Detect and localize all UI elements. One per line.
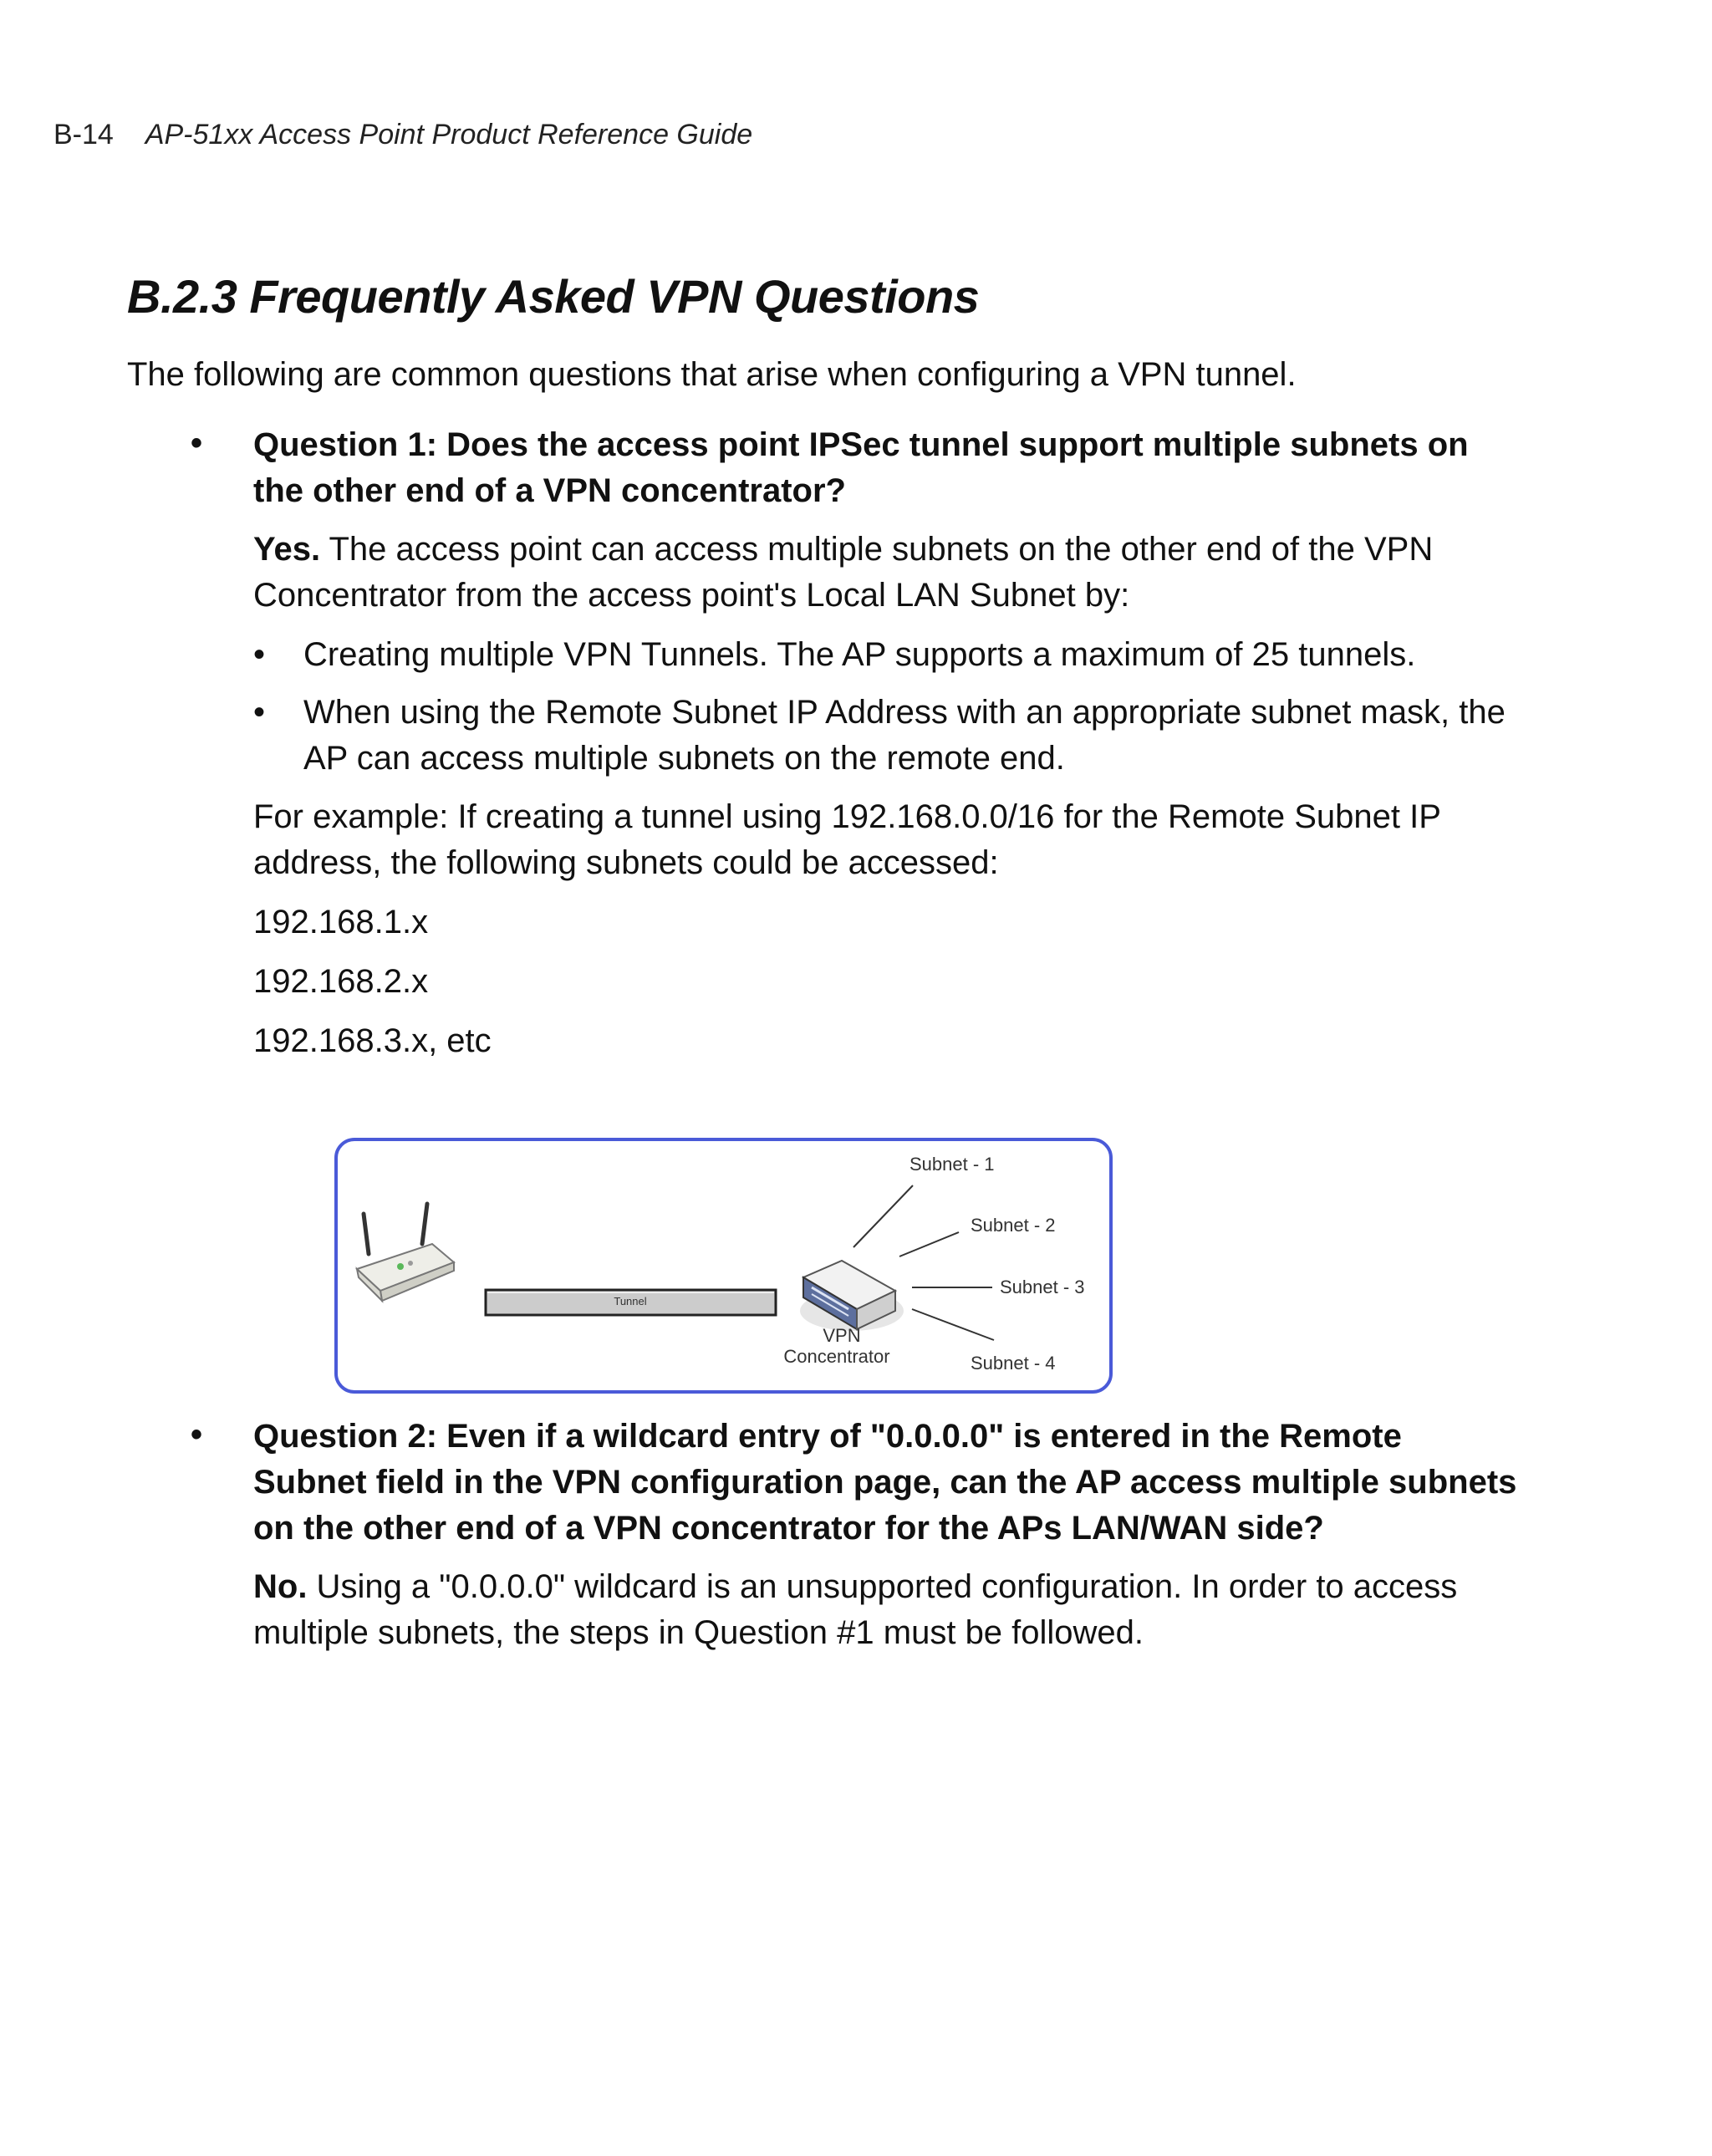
subnet-example: 192.168.2.x xyxy=(253,963,429,1000)
q1-answer-lead: Yes. xyxy=(253,531,321,568)
subnet-example: 192.168.1.x xyxy=(253,904,429,940)
section-heading: B.2.3 Frequently Asked VPN Questions xyxy=(127,270,980,323)
vpn-diagram-svg xyxy=(334,1137,1113,1394)
list-bullet: • xyxy=(253,636,266,673)
q1-list-item xyxy=(253,632,1524,678)
q1-bullet: • xyxy=(191,425,203,461)
q1-example: For example: If creating a tunnel using 192.168.0.0/16 for the Remote Subnet IP address, the following subnets could be accessed: xyxy=(253,798,1441,881)
list-bullet: • xyxy=(253,694,266,731)
list-item-text: Creating multiple VPN Tunnels. The AP supports a maximum of 25 tunnels. xyxy=(303,636,1416,673)
subnet-example: 192.168.3.x, etc xyxy=(253,1022,492,1059)
running-header xyxy=(54,119,752,151)
tunnel-label: Tunnel xyxy=(614,1295,647,1307)
concentrator-label-line1: VPN xyxy=(823,1325,861,1346)
q2-answer-lead: No. xyxy=(253,1568,308,1605)
vpn-diagram xyxy=(334,1137,1113,1394)
section-intro: The following are common questions that arise when configuring a VPN tunnel. xyxy=(127,356,1297,393)
page-number: B-14 xyxy=(54,119,114,150)
q2-bullet: • xyxy=(191,1416,203,1453)
subnet-3-label: Subnet - 3 xyxy=(1000,1277,1085,1297)
q1-answer-text: The access point can access multiple subnets on the other end of the VPN Concentrator from the access point's Local LAN Subnet by: xyxy=(253,531,1434,614)
q2-answer xyxy=(253,1564,1524,1656)
q1-list-item xyxy=(253,690,1524,782)
list-item-text: When using the Remote Subnet IP Address with an appropriate subnet mask, the AP can access multiple subnets on the remote end. xyxy=(303,694,1506,777)
guide-title: AP-51xx Access Point Product Reference Guide xyxy=(145,119,753,150)
q1-question: Question 1: Does the access point IPSec tunnel support multiple subnets on the other end of a VPN concentrator? xyxy=(253,426,1469,509)
subnet-4-label: Subnet - 4 xyxy=(971,1353,1056,1374)
concentrator-label-line2: Concentrator xyxy=(783,1346,890,1367)
q2-question: Question 2: Even if a wildcard entry of "0.0.0.0" is entered in the Remote Subnet field in the VPN configuration page, can the AP access multiple subnets on the other end of a VPN concentrator for the APs LAN/WAN side? xyxy=(253,1418,1517,1547)
q1-answer xyxy=(253,527,1524,619)
q2-answer-text: Using a "0.0.0.0" wildcard is an unsupported configuration. In order to access multiple subnets, the steps in Question #1 must be followed. xyxy=(253,1568,1458,1651)
subnet-2-label: Subnet - 2 xyxy=(971,1215,1056,1236)
subnet-1-label: Subnet - 1 xyxy=(910,1154,995,1175)
